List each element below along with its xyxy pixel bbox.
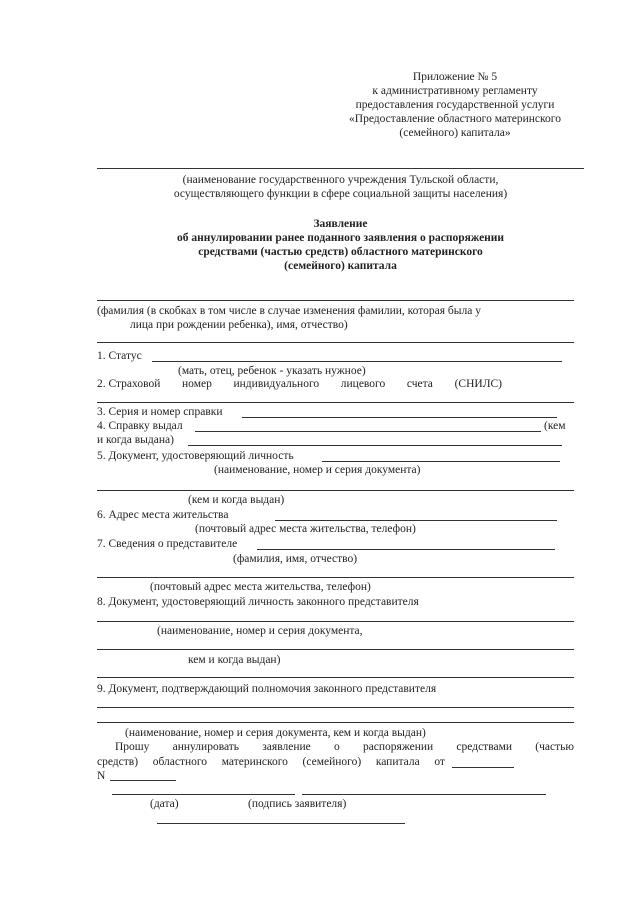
signature-field[interactable] (302, 794, 546, 795)
request-word: (семейного) (302, 756, 362, 768)
authority-hint: (наименование, номер и серия документа, кем и когда выдан) (125, 727, 426, 739)
document-title: Заявление (313, 218, 368, 230)
request-word: о (333, 741, 340, 753)
date-hint: (дата) (150, 798, 179, 810)
document-subtitle-2: средствами (частью средств) областного материнского (198, 246, 483, 258)
rep-doc-field-2[interactable] (97, 649, 574, 650)
request-word: от (434, 756, 445, 768)
signature-hint: (подпись заявителя) (248, 798, 347, 810)
fio-line[interactable] (97, 300, 574, 301)
request-word: аннулировать (172, 741, 240, 753)
date-field[interactable] (112, 794, 295, 795)
rep-address-field[interactable] (97, 577, 574, 578)
authority-label: 9. Документ, подтверждающий полномочия законного представителя (97, 683, 437, 695)
snils-word: 2. Страховой (97, 378, 161, 390)
rep-doc-hint: (наименование, номер и серия документа, (157, 625, 363, 637)
appendix-line-2: к административному регламенту (372, 85, 538, 97)
snils-label (97, 377, 502, 391)
rep-doc-field[interactable] (97, 621, 574, 622)
doc-line-2[interactable] (97, 490, 574, 491)
request-line-2 (97, 755, 445, 769)
address-label: 6. Адрес места жительства (97, 509, 229, 521)
cert-issued-label: 4. Справку выдал (97, 420, 183, 432)
rep-address-hint: (почтовый адрес места жительства, телефон) (150, 581, 371, 593)
institution-hint-1: (наименование государственного учреждения Тульской области, (182, 174, 499, 186)
fio-hint-1: (фамилия (в скобках в том числе в случае изменения фамилии, которая была у (97, 305, 481, 317)
cert-kem: (кем (544, 420, 566, 432)
appendix-line-3: предоставления государственной услуги (355, 99, 555, 111)
snils-word: счета (406, 378, 433, 390)
institution-line[interactable] (97, 168, 584, 169)
fio-hint-2: лица при рождении ребенка), имя, отчество) (130, 319, 348, 331)
doc-hint: (наименование, номер и серия документа) (214, 464, 421, 476)
rep-hint: (фамилия, имя, отчество) (233, 553, 358, 565)
request-word: распоряжении (362, 741, 434, 753)
snils-word: индивидуального (233, 378, 320, 390)
request-date-field[interactable] (452, 767, 514, 768)
request-line-1 (115, 740, 574, 754)
address-field[interactable] (275, 520, 557, 521)
request-word: материнского (221, 756, 288, 768)
status-hint: (мать, отец, ребенок - указать нужное) (178, 365, 366, 377)
authority-field[interactable] (97, 707, 574, 708)
rep-label: 7. Сведения о представителе (97, 538, 238, 550)
doc-field[interactable] (322, 461, 560, 462)
request-word: областного (152, 756, 208, 768)
request-word: капитала (375, 756, 420, 768)
cert-series-label: 3. Серия и номер справки (97, 406, 223, 418)
institution-hint-2: осуществляющего функции в сфере социальной защиты населения) (173, 188, 508, 200)
request-number-label: N (97, 770, 106, 782)
doc-label: 5. Документ, удостоверяющий личность (97, 450, 294, 462)
rep-doc-label: 8. Документ, удостоверяющий личность законного представителя (97, 596, 419, 608)
request-word: средствами (456, 741, 513, 753)
cert-when-label: и когда выдана) (97, 434, 174, 446)
cert-series-field[interactable] (242, 417, 557, 418)
snils-word: (СНИЛС) (454, 378, 502, 390)
snils-field[interactable] (97, 402, 574, 403)
appendix-line-5: (семейного) капитала» (399, 127, 511, 139)
rep-doc-field-3[interactable] (97, 677, 574, 678)
status-field[interactable] (152, 361, 562, 362)
rep-field[interactable] (257, 549, 555, 550)
signature-field-2[interactable] (157, 823, 405, 824)
rep-doc-issued-hint: кем и когда выдан) (188, 654, 281, 666)
appendix-title: Приложение № 5 (412, 71, 498, 83)
snils-word: лицевого (340, 378, 386, 390)
document-subtitle-1: об аннулировании ранее поданного заявления о распоряжении (176, 232, 505, 244)
status-label: 1. Статус (97, 350, 142, 362)
appendix-line-4: «Предоставление областного материнского (349, 113, 561, 125)
request-word: средств) (97, 756, 139, 768)
authority-field-2[interactable] (97, 722, 574, 723)
doc-issued-hint: (кем и когда выдан) (188, 494, 285, 506)
cert-when-field[interactable] (188, 445, 562, 446)
request-word: заявление (262, 741, 311, 753)
cert-issued-field[interactable] (195, 431, 541, 432)
document-subtitle-3: (семейного) капитала (284, 260, 397, 272)
snils-word: номер (182, 378, 212, 390)
address-hint: (почтовый адрес места жительства, телефон) (195, 523, 416, 535)
request-word: Прошу (115, 741, 150, 753)
request-number-field[interactable] (110, 780, 176, 781)
fio-line-2[interactable] (97, 342, 574, 343)
request-word: (частью (535, 741, 574, 753)
